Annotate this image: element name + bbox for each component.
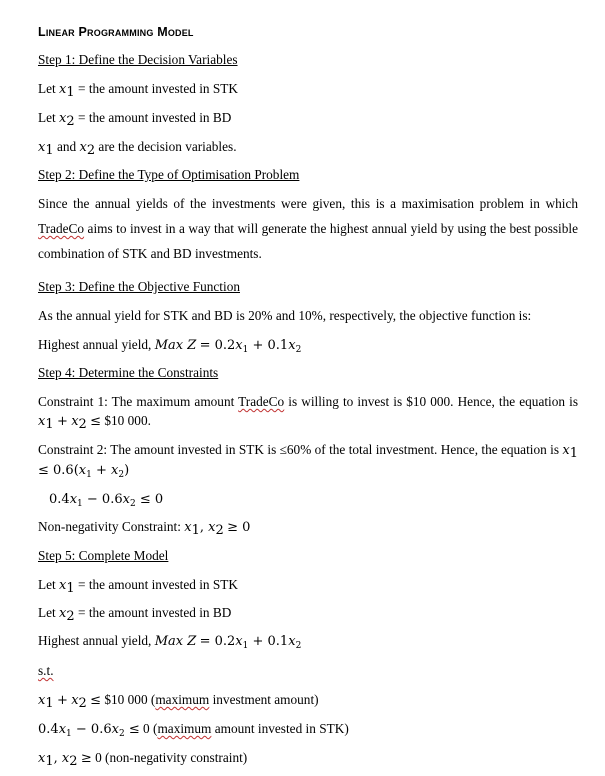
document-title: Linear Programming Model [38,25,194,39]
step5-let-x2: Let $x_2$ = the amount invested in BD [38,605,232,624]
constraint2-equation: $0.4x_1 - 0.6x_2 \le 0$ [49,492,164,509]
step1-heading: Step 1: Define the Decision Variables [38,52,238,67]
constraint1-paragraph: Constraint 1: The maximum amount TradeCo is willing to invest is $10 000. Hence, the equation is $x_1 + x_2$ ≤ $10 000. [38,394,578,432]
constraint2-paragraph: Constraint 2: The amount invested in STK is ≤60% of the total investment. Hence, the equation is $x_1 \le 0.6(x_1 + x_2)$ [38,442,578,480]
subject-to: s.t. [38,663,54,678]
model-constraint2: $0.4x_1 - 0.6x_2 \le 0$ (maximum amount invested in STK) [38,721,349,739]
step2-heading: Step 2: Define the Type of Optimisation Problem [38,167,300,182]
step3-objective: Highest annual yield, Max $Z = 0.2x_1 + 0.1x_2$ [38,337,302,355]
step5-heading: Step 5: Complete Model [38,548,169,563]
step1-let-x2: Let $x_2$ = the amount invested in BD [38,110,232,129]
model-constraint1: $x_1 + x_2$ ≤ $10 000 (maximum investment amount) [38,692,319,711]
model-nonneg: $x_1$, $x_2 \ge 0$ (non-negativity constraint) [38,750,248,769]
step2-paragraph: Since the annual yields of the investments were given, this is a maximisation problem in which TradeCo aims to invest in a way that will generate the highest annual yield by using the best possible combination of STK and BD investments. [38,196,578,261]
step3-heading: Step 3: Define the Objective Function [38,279,240,294]
step1-vars: $x_1$ and $x_2$ are the decision variables. [38,139,237,158]
step3-paragraph: As the annual yield for STK and BD is 20% and 10%, respectively, the objective function is: [38,308,532,323]
step1-let-x1: Let $x_1$ = the amount invested in STK [38,81,239,100]
step5-let-x1: Let $x_1$ = the amount invested in STK [38,577,239,596]
step5-objective: Highest annual yield, Max $Z = 0.2x_1 + 0.1x_2$ [38,633,302,651]
step4-heading: Step 4: Determine the Constraints [38,365,219,380]
nonneg-constraint: Non-negativity Constraint: $x_1$, $x_2 \ge 0$ [38,519,251,538]
